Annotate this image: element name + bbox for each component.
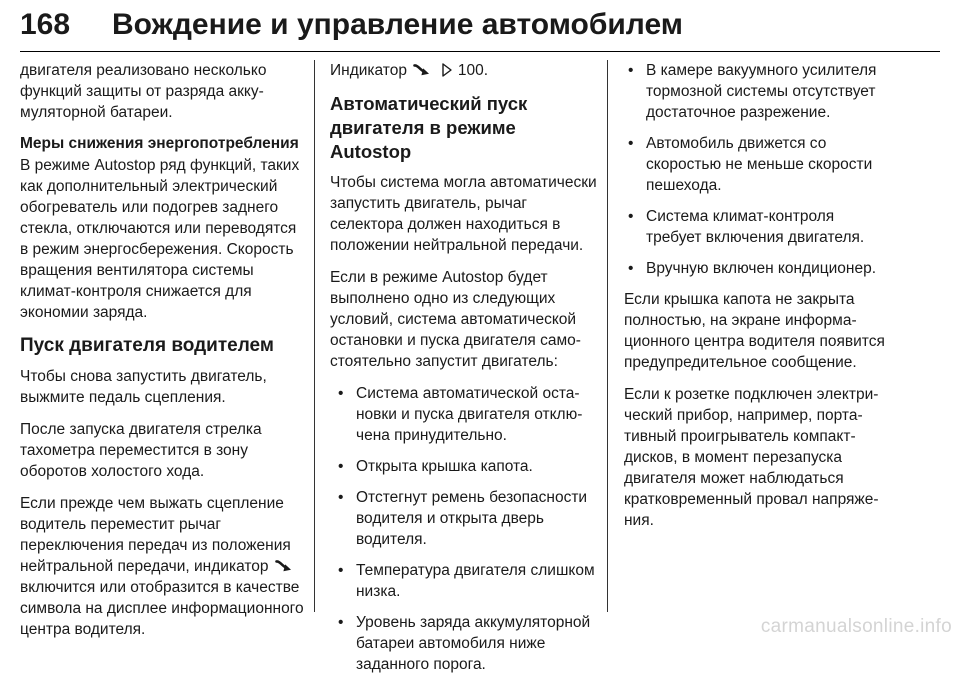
condition-list: [624, 60, 890, 279]
paragraph-text: Если прежде чем выжать сцепление водитель переместит рычаг переключения передач из положения нейтральной передачи, индикатор: [20, 495, 291, 575]
list-item: • Температура двигателя слишком низка.: [338, 562, 595, 600]
indicator-reference: [330, 60, 598, 81]
paragraph-indicator: [20, 493, 305, 640]
condition-list: [330, 383, 598, 675]
bullet-icon: •: [338, 562, 344, 579]
list-item: • Вручную включен кондиционер.: [628, 260, 877, 277]
header-rule: [20, 51, 940, 52]
list-item: • Уровень заряда аккумуляторной батареи автомобиля ниже заданного порога.: [338, 614, 591, 673]
section-heading-auto-start: Автоматический пуск двигателя в режиме Autostop: [330, 93, 528, 162]
column-divider: [314, 60, 315, 612]
paragraph: Чтобы снова запустить двигатель, выжмите педаль сцепления.: [20, 368, 267, 406]
section-heading-driver-start: Пуск двигателя водителем: [20, 335, 274, 356]
paragraph: Если к розетке подключен электрический прибор, например, портативный проигрыватель компакт-дисков, в момент перезапуска двигателя может наблюдаться кратковременный провал напряжения.: [624, 386, 879, 529]
list-item: • В камере вакуумного усилителя тормозной системы отсутствует достаточное разрежение.: [628, 62, 877, 121]
bullet-icon: •: [628, 260, 634, 277]
watermark: carmanualsonline.info: [760, 616, 952, 637]
column-divider: [607, 60, 608, 612]
paragraph: Если крышка капота не закрыта полностью, на экране информационного центра водителя появится предупредительное сообщение.: [624, 291, 885, 371]
list-item: • Система автоматической остановки и пуска двигателя отключена принудительно.: [338, 385, 583, 444]
paragraph: Если в режиме Autostop будет выполнено одно из следующих условий, система автоматической остановки и пуска двигателя самостоятельно запустит двигатель:: [330, 269, 581, 370]
list-item: • Автомобиль движется со скоростью не меньше скорости пешехода.: [628, 135, 873, 194]
bullet-icon: •: [338, 385, 344, 402]
bullet-icon: •: [338, 614, 344, 631]
list-item: • Отстегнут ремень безопасности водителя и открыта дверь водителя.: [338, 489, 588, 548]
page-number: 168: [20, 8, 71, 41]
page-header: [20, 0, 940, 52]
column-right: [624, 60, 890, 542]
bullet-icon: •: [338, 458, 344, 475]
column-middle: [330, 60, 598, 685]
bullet-icon: •: [628, 208, 634, 225]
bullet-icon: •: [628, 135, 634, 152]
page-reference-icon: [442, 63, 452, 77]
paragraph: После запуска двигателя стрелка тахометра переместится в зону оборотов холостого хода.: [20, 421, 262, 480]
autostop-indicator-icon: [275, 558, 295, 573]
page-reference: 100.: [457, 62, 489, 79]
paragraph: двигателя реализовано несколько функций защиты от разряда аккумуляторной батареи.: [20, 62, 267, 121]
autostop-indicator-icon: [413, 62, 433, 77]
column-left: [20, 60, 305, 651]
list-item: • Открыта крышка капота.: [338, 458, 533, 475]
list-item: • Система климат-контроля требует включения двигателя.: [628, 208, 865, 246]
section-heading-energy: Меры снижения энергопотребления: [20, 135, 299, 152]
paragraph-text: включится или отобразится в качестве символа на дисплее информационного центра водителя.: [20, 579, 304, 638]
paragraph: В режиме Autostop ряд функций, таких как дополнительный электрический обогреватель или подогрев заднего стекла, отключаются или переводятся в режим энергосбережения. Скорость вращения вентилятора системы климат-контроля снижается для экономии заряда.: [20, 157, 300, 321]
indicator-label: Индикатор: [330, 62, 407, 79]
page-title: Вождение и управление автомобилем: [112, 8, 683, 41]
paragraph: Чтобы система могла автоматически запустить двигатель, рычаг селектора должен находиться в положении нейтральной передачи.: [330, 174, 597, 254]
bullet-icon: •: [628, 62, 634, 79]
bullet-icon: •: [338, 489, 344, 506]
